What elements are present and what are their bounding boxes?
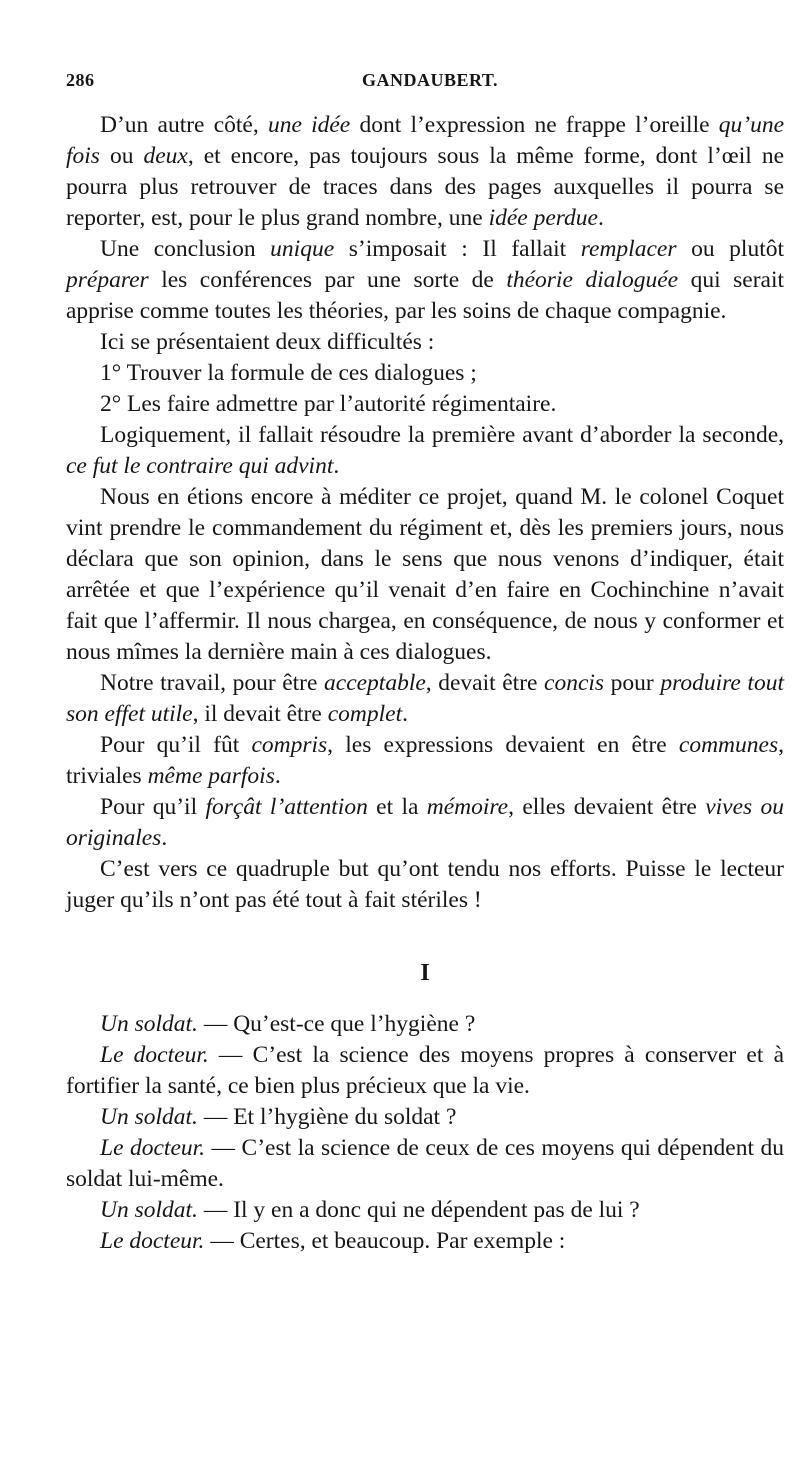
italic-text: concis (544, 670, 605, 696)
italic-text: complet (327, 701, 403, 727)
paragraph (66, 327, 784, 358)
text-run: , il devait être (192, 701, 328, 727)
dialogue-text: — Certes, et beaucoup. Par exemple : (204, 1228, 566, 1254)
italic-text: vives ou originales (66, 794, 785, 851)
text-run: . (333, 453, 340, 479)
dialogue-line (66, 1133, 784, 1195)
italic-text: même parfois (147, 763, 275, 789)
italic-text: théorie dialoguée (506, 267, 679, 293)
paragraph (66, 389, 784, 420)
text-run: qui serait apprise comme toutes les théories, par les soins de chaque compagnie. (66, 267, 785, 324)
speaker-name: Le docteur. (100, 1042, 209, 1068)
text-run: Pour qu’il fût (100, 732, 252, 758)
paragraph (66, 792, 784, 854)
italic-text: idée perdue (488, 205, 598, 231)
italic-text: produire tout son effet utile (66, 670, 784, 727)
dialogue-line (66, 1195, 784, 1226)
dialogue-text: — Qu’est-ce que l’hygiène ? (197, 1011, 476, 1037)
text-run: Pour qu’il (100, 794, 206, 820)
text-run: , triviales (66, 732, 784, 789)
text-run: dont l’expression ne frappe l’oreille (350, 112, 719, 138)
text-run: Notre travail, pour être (100, 670, 325, 696)
section-heading: I (420, 960, 430, 986)
speaker-name: Le docteur. (100, 1135, 206, 1161)
page-body (66, 110, 784, 1257)
paragraph (66, 420, 784, 482)
text-run: 2° Les faire admettre par l’autorité régimentaire. (100, 391, 557, 417)
text-run: s’imposait : Il fallait (334, 236, 581, 262)
paragraph (66, 482, 784, 668)
speaker-name: Le docteur. (100, 1228, 205, 1254)
page-number: 286 (66, 70, 95, 90)
italic-text: remplacer (580, 236, 677, 262)
dialogue-section (66, 1009, 784, 1257)
text-run: Une conclusion (100, 236, 271, 262)
text-run: . (598, 205, 604, 231)
speaker-name: Un soldat. (100, 1104, 198, 1130)
text-run: les conférences par une sorte de (148, 267, 507, 293)
italic-text: une idée (267, 112, 351, 138)
italic-text: communes (678, 732, 779, 758)
italic-text: préparer (66, 267, 149, 293)
text-run: 1° Trouver la formule de ces dialogues ; (100, 360, 477, 386)
text-run: pour (604, 670, 661, 696)
text-run: ou plutôt (676, 236, 785, 262)
italic-text: deux (143, 143, 188, 169)
italic-text: unique (270, 236, 335, 262)
dialogue-text: — Et l’hygiène du soldat ? (197, 1104, 457, 1130)
dialogue-text: — C’est la science de ceux de ces moyens qui dépendent du soldat lui-même. (66, 1135, 784, 1192)
text-run: , devait être (425, 670, 545, 696)
paragraph (66, 730, 784, 792)
running-title: GANDAUBERT. (362, 70, 499, 90)
paragraph (66, 234, 784, 327)
paragraph (66, 110, 784, 234)
italic-text: mémoire (426, 794, 509, 820)
text-run: D’un autre côté, (100, 112, 268, 138)
text-run: ou (99, 143, 144, 169)
paragraph (66, 854, 784, 916)
text-run: C’est vers ce quadruple but qu’ont tendu nos efforts. Puisse le lecteur juger qu’ils n’ont pas été tout à fait stériles ! (66, 856, 784, 913)
speaker-name: Un soldat. (100, 1197, 198, 1223)
text-run: et la (367, 794, 427, 820)
paragraph (66, 668, 784, 730)
dialogue-line (66, 1009, 784, 1040)
speaker-name: Un soldat. (100, 1011, 198, 1037)
italic-text: ce fut le contraire qui advint (66, 453, 334, 479)
text-run: Logiquement, il fallait résoudre la première avant d’aborder la seconde, (100, 422, 784, 448)
italic-text: qu’une fois (66, 112, 785, 169)
text-run: , elles devaient être (508, 794, 706, 820)
italic-text: compris (251, 732, 328, 758)
italic-text: acceptable (324, 670, 426, 696)
text-run: , et encore, pas toujours sous la même forme, dont l’œil ne pourra plus retrouver de traces dans des pages auxquelles il pourra se reporter, est, pour le plus grand nombre, une (66, 143, 784, 231)
dialogue-text: — C’est la science des moyens propres à conserver et à fortifier la santé, ce bien plus précieux que la vie. (66, 1042, 785, 1099)
dialogue-line (66, 1040, 784, 1102)
text-run: , les expressions devaient en être (327, 732, 679, 758)
text-run: Ici se présentaient deux difficultés : (100, 329, 435, 355)
italic-text: forçât l’attention (205, 794, 368, 820)
text-run: . (274, 763, 281, 789)
text-run: . (402, 701, 408, 727)
page-header (66, 70, 782, 100)
paragraph (66, 358, 784, 389)
text-run: Nous en étions encore à méditer ce projet, quand M. le colonel Coquet vint prendre le commandement du régiment et, dès les premiers jours, nous déclara que son opinion, dans le sens que nous venons d’indiquer, était arrêtée et que l’expérience qu’il venait d’en faire en Cochinchine n’avait fait que l’affermir. Il nous chargea, en conséquence, de nous y conformer et nous mîmes la dernière main à ces dialogues. (66, 484, 784, 665)
prose-section (66, 110, 784, 916)
text-run: . (161, 825, 168, 851)
dialogue-line (66, 1226, 784, 1257)
dialogue-line (66, 1102, 784, 1133)
dialogue-text: — Il y en a donc qui ne dépendent pas de lui ? (197, 1197, 640, 1223)
